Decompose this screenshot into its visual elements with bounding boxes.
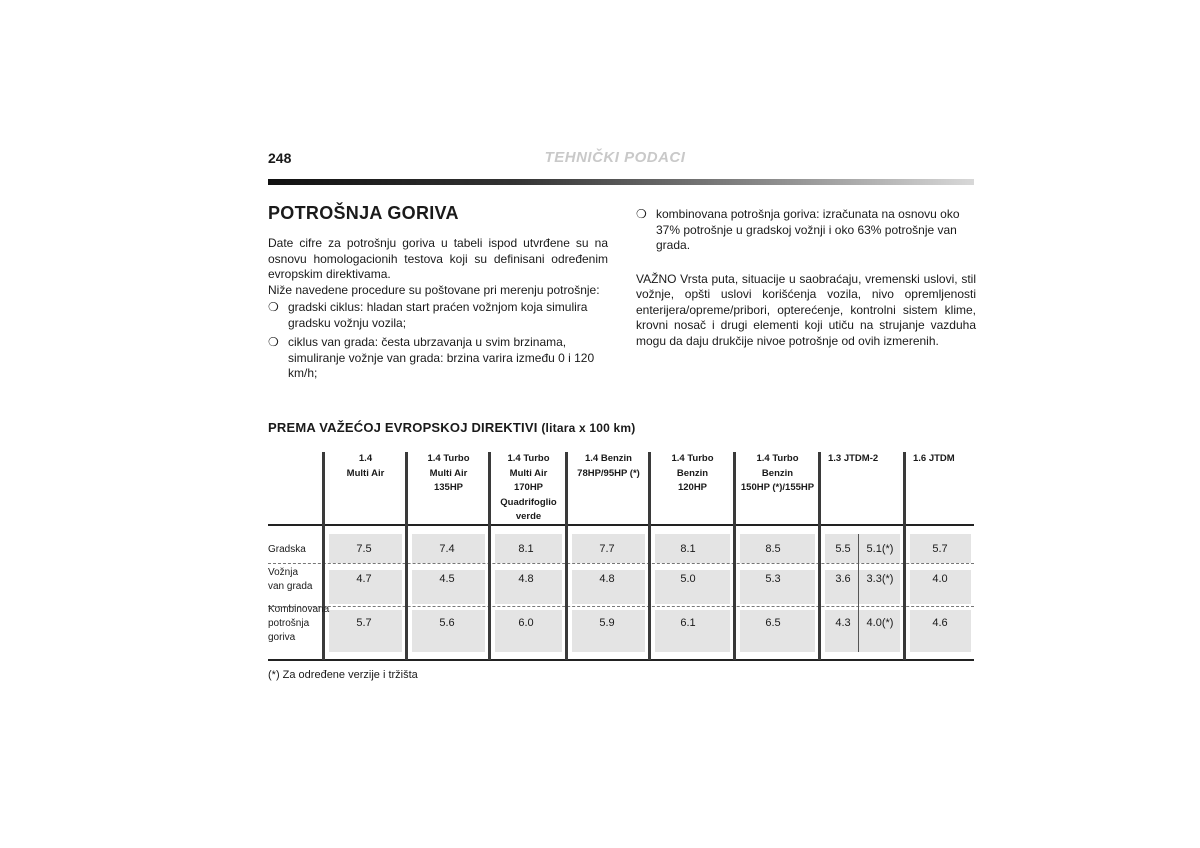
table-cell-value: 5.9 (599, 617, 615, 629)
bullet-text: gradski ciklus: hladan start praćen vožnjom koja simulira gradsku vožnju vozila; (288, 300, 588, 330)
consumption-table (268, 452, 974, 662)
column-header-line: 150HP (*)/155HP (740, 482, 815, 493)
column-header-line: 78HP/95HP (*) (577, 467, 640, 479)
row-label-line: Vožnja (268, 567, 299, 578)
row-label-line: goriva (268, 632, 296, 643)
table-cell-value: 4.3 (835, 617, 851, 629)
bullet-item (636, 207, 976, 254)
procedures-intro: Niže navedene procedure su poštovane pri merenju potrošnje: (268, 282, 600, 297)
table-header-rule (268, 524, 974, 526)
column-header (326, 452, 405, 481)
table-cell-value: 3.3(*) (866, 573, 894, 585)
column-divider (488, 452, 491, 660)
table-cell-value: 4.0 (932, 573, 948, 585)
table-cell-value: 6.5 (765, 617, 781, 629)
table-cell-value: 5.3 (765, 573, 781, 585)
table-cell-value: 5.7 (356, 617, 372, 629)
row-label-line: potrošnja (268, 618, 310, 629)
column-header-line: Benzin (761, 467, 794, 479)
column-header-line: 135HP (433, 482, 464, 493)
table-cell-value: 8.5 (765, 543, 781, 555)
header-rule (268, 179, 974, 185)
column-header-line: Multi Air (509, 467, 548, 479)
row-label (268, 566, 324, 594)
table-cell-value: 6.0 (518, 617, 534, 629)
table-cell-value: 7.4 (439, 543, 455, 555)
column-header-line: 170HP (513, 482, 544, 493)
table-cell-value: 5.5 (835, 543, 851, 555)
column-header-line: 1.4 Benzin (585, 453, 632, 464)
table-title-text: PREMA VAŽEĆOJ EVROPSKOJ DIREKTIVI (268, 420, 538, 435)
column-header (652, 452, 733, 496)
page-title: POTROŠNJA GORIVA (268, 203, 459, 223)
intro-paragraph: Date cifre za potrošnju goriva u tabeli ispod utvrđene su na osnovu homologacionih testova koji su definisani određenim evropskim direktivama. (268, 236, 608, 281)
column-header-line: Multi Air (346, 467, 385, 479)
circle-bullet-icon: ❍ (268, 300, 279, 314)
column-header (913, 452, 980, 467)
column-header-line: 1.3 JTDM-2 (828, 453, 879, 464)
column-header-line: verde (515, 511, 542, 522)
left-column (268, 236, 608, 386)
row-separator (268, 563, 974, 564)
bullet-text: ciklus van grada: česta ubrzavanja u svim brzinama, simuliranje vožnje van grada: brzina varira između 0 i 120 km/h; (288, 335, 595, 380)
bullet-item (268, 335, 608, 382)
table-title (268, 420, 635, 435)
column-header-line: 120HP (677, 482, 708, 493)
column-header-line: 1.4 Turbo (671, 453, 714, 464)
table-cell-value: 4.5 (439, 573, 455, 585)
column-header-line: 1.4 Turbo (507, 453, 550, 464)
column-header (492, 452, 565, 525)
column-header (409, 452, 488, 496)
column-divider (565, 452, 568, 660)
table-cell-value: 4.6 (932, 617, 948, 629)
table-cell-value: 7.7 (599, 543, 615, 555)
footnote: (*) Za određene verzije i tržišta (268, 669, 418, 681)
table-cell-value: 8.1 (680, 543, 696, 555)
column-divider (405, 452, 408, 660)
circle-bullet-icon: ❍ (636, 207, 647, 221)
table-cell-value: 4.7 (356, 573, 372, 585)
column-header-line: 1.4 Turbo (756, 453, 799, 464)
table-cell-value: 5.0 (680, 573, 696, 585)
row-separator (268, 606, 974, 607)
page-number: 248 (268, 150, 292, 166)
table-cell-value: 4.8 (599, 573, 615, 585)
table-cell-value: 3.6 (835, 573, 851, 585)
table-bottom-rule (268, 659, 974, 661)
column-divider (733, 452, 736, 660)
important-note: VAŽNO Vrsta puta, situacije u saobraćaju, vremenski uslovi, stil vožnje, opšti uslovi korišćenja vozila, nivo opremljenosti enterijera/opreme/pribori, opterećenje, kontrolni sistem klime, krovni nosač i drugi elementi koji utiču na strujanje vazduha mogu da daju drukčije nivoe potrošnje od ovih izmerenih. (636, 271, 976, 348)
column-header-line: 1.4 Turbo (427, 453, 470, 464)
column-header-line: Multi Air (429, 467, 468, 479)
row-label-line: Kombinovana (268, 604, 330, 615)
table-cell-value: 4.8 (518, 573, 534, 585)
column-header-line: Benzin (676, 467, 709, 479)
bullet-text: kombinovana potrošnja goriva: izračunata na osnovu oko 37% potrošnje u gradskoj vožnji i oko 63% potrošnje van grada. (656, 207, 960, 252)
bullet-item (268, 300, 608, 331)
row-label (268, 603, 330, 645)
column-divider (648, 452, 651, 660)
column-header-line: Quadrifoglio (500, 496, 557, 508)
table-cell-value: 6.1 (680, 617, 696, 629)
table-unit: (litara x 100 km) (541, 421, 636, 435)
table-cell-value: 8.1 (518, 543, 534, 555)
column-header (828, 452, 909, 467)
row-label-line: van grada (268, 581, 313, 592)
column-header-line: 1.6 JTDM (913, 453, 955, 464)
row-label (268, 543, 324, 557)
table-cell-value: 5.7 (932, 543, 948, 555)
column-header-line: 1.4 (358, 453, 373, 464)
table-cell-value: 4.0(*) (866, 617, 894, 629)
circle-bullet-icon: ❍ (268, 335, 279, 349)
table-cell-value: 7.5 (356, 543, 372, 555)
table-cell-value: 5.1(*) (866, 543, 894, 555)
section-header: TEHNIČKI PODACI (544, 149, 686, 166)
column-header (569, 452, 648, 481)
row-label-line: Gradska (268, 544, 306, 555)
table-cell-value: 5.6 (439, 617, 455, 629)
right-column (636, 205, 976, 349)
column-header (737, 452, 818, 496)
